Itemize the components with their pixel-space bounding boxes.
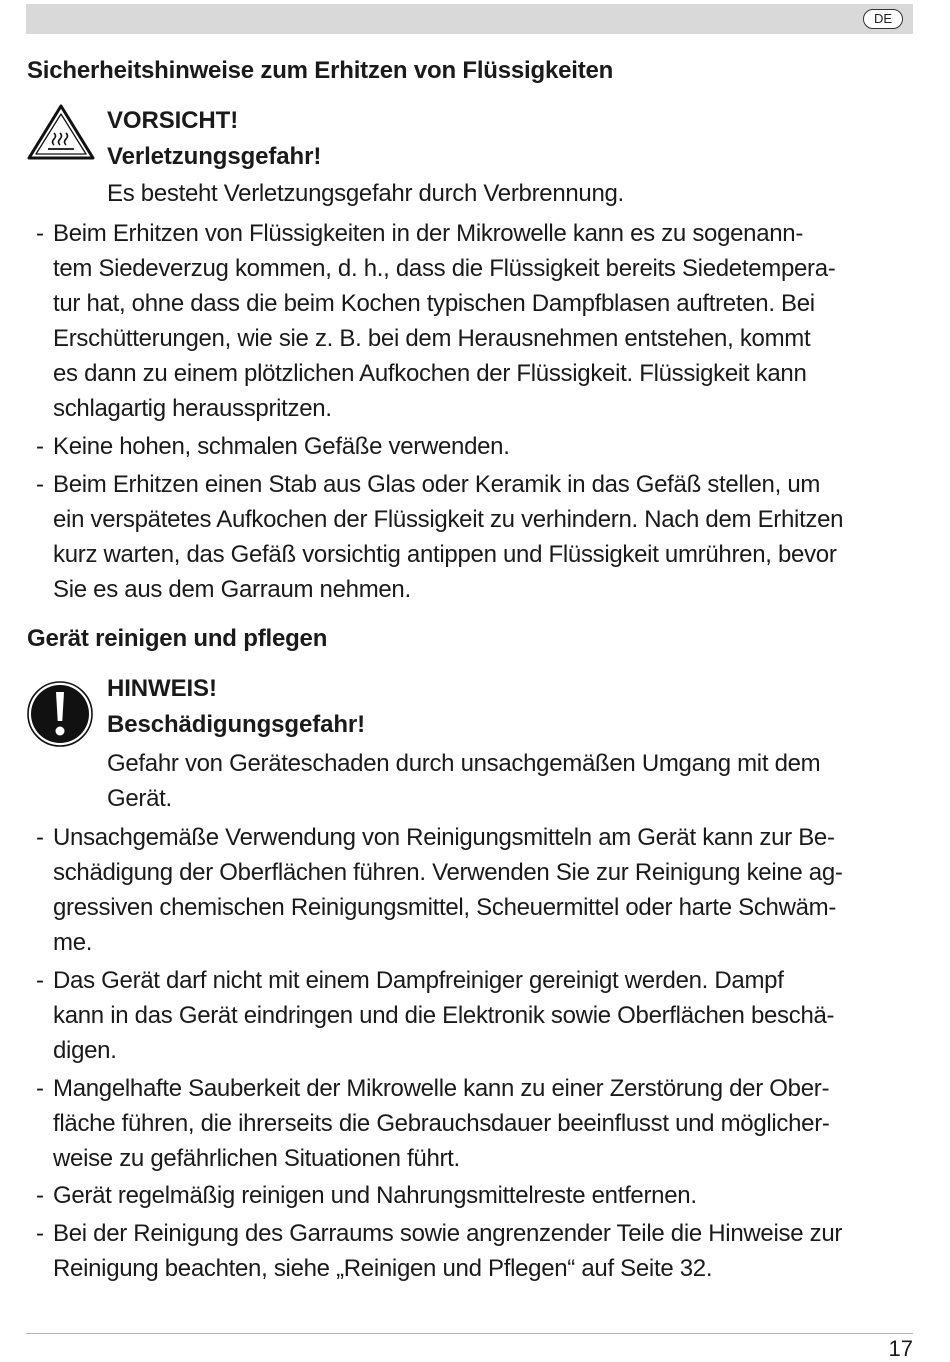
- footer-divider: [26, 1333, 913, 1334]
- list-item: - Gerät regelmäßig reinigen und Nahrungsmittelreste entfernen.: [36, 1178, 916, 1213]
- hazard-description: Es besteht Verletzungsgefahr durch Verbrennung.: [107, 180, 624, 207]
- hazard-title: Verletzungsgefahr!: [107, 143, 322, 170]
- list-item-line: kurz warten, das Gefäß vorsichtig antippen und Flüssigkeit umrühren, bevor: [53, 541, 837, 568]
- signal-word: HINWEIS!: [107, 675, 217, 702]
- list-item-line: Sie es aus dem Garraum nehmen.: [53, 576, 411, 603]
- header-bar: [26, 4, 913, 34]
- section-heading: Sicherheitshinweise zum Erhitzen von Flüssigkeiten: [27, 57, 614, 84]
- list-item-line: Beim Erhitzen von Flüssigkeiten in der Mikrowelle kann es zu sogenann-: [53, 220, 804, 247]
- list-item-line: ein verspätetes Aufkochen der Flüssigkeit zu verhindern. Nach dem Erhitzen: [53, 506, 844, 533]
- list-item-line: Bei der Reinigung des Garraums sowie angrenzender Teile die Hinweise zur: [53, 1220, 843, 1247]
- hazard-description: Gerät.: [107, 785, 172, 812]
- section-heading: Gerät reinigen und pflegen: [27, 625, 328, 652]
- list-item-line: gressiven chemischen Reinigungsmittel, Scheuermittel oder harte Schwäm-: [53, 894, 837, 921]
- list-item-line: kann in das Gerät eindringen und die Elektronik sowie Oberflächen beschä-: [53, 1002, 835, 1029]
- list-item-line: tem Siedeverzug kommen, d. h., dass die Flüssigkeit bereits Siedetempera-: [53, 255, 836, 282]
- signal-word: VORSICHT!: [107, 107, 239, 134]
- page-number: 17: [888, 1336, 913, 1361]
- list-item: - Unsachgemäße Verwendung von Reinigungsmitteln am Gerät kann zur Be- schädigung der Oberflächen führen. Verwenden Sie zur Reinigung keine ag- gressiven chemischen Reinigungsmittel, Scheuermittel oder harte Schwäm- me.: [36, 820, 916, 960]
- exclamation-notice-icon: [26, 680, 94, 748]
- list-item-line: schädigung der Oberflächen führen. Verwenden Sie zur Reinigung keine ag-: [53, 859, 843, 886]
- list-item-line: Unsachgemäße Verwendung von Reinigungsmitteln am Gerät kann zur Be-: [53, 824, 835, 851]
- list-item-line: schlagartig herausspritzen.: [53, 395, 332, 422]
- list-item-line: Das Gerät darf nicht mit einem Dampfreiniger gereinigt werden. Dampf: [53, 967, 784, 994]
- list-item: - Mangelhafte Sauberkeit der Mikrowelle kann zu einer Zerstörung der Ober- fläche führen, die ihrerseits die Gebrauchsdauer beeinflusst und möglicher- weise zu gefährlichen Situationen führt.: [36, 1071, 916, 1176]
- list-item: - Bei der Reinigung des Garraums sowie angrenzender Teile die Hinweise zur Reinigung beachten, siehe „Reinigen und Pflegen“ auf Seite 32.: [36, 1216, 916, 1286]
- list-item-line: Erschütterungen, wie sie z. B. bei dem Herausnehmen entstehen, kommt: [53, 325, 811, 352]
- list-item-line: Keine hohen, schmalen Gefäße verwenden.: [53, 433, 510, 460]
- list-item-line: digen.: [53, 1037, 117, 1064]
- list-item-line: me.: [53, 929, 93, 956]
- list-item: - Keine hohen, schmalen Gefäße verwenden.: [36, 429, 916, 464]
- language-badge: DE: [863, 9, 903, 29]
- hazard-title: Beschädigungsgefahr!: [107, 711, 366, 738]
- list-item-line: es dann zu einem plötzlichen Aufkochen der Flüssigkeit. Flüssigkeit kann: [53, 360, 807, 387]
- list-item-line: weise zu gefährlichen Situationen führt.: [53, 1145, 460, 1172]
- list-item-line: Mangelhafte Sauberkeit der Mikrowelle kann zu einer Zerstörung der Ober-: [53, 1075, 830, 1102]
- list-item-line: fläche führen, die ihrerseits die Gebrauchsdauer beeinflusst und möglicher-: [53, 1110, 830, 1137]
- list-item: - Beim Erhitzen von Flüssigkeiten in der Mikrowelle kann es zu sogenann- tem Siedeverzug kommen, d. h., dass die Flüssigkeit bereits Siedetempera- tur hat, ohne dass die beim Kochen typischen Dampfblasen auftreten. Bei Erschütterungen, wie sie z. B. bei dem Herausnehmen entstehen, kommt es dann zu einem plötzlichen Aufkochen der Flüssigkeit. Flüssigkeit kann schlagartig herausspritzen.: [36, 216, 916, 426]
- list-item-line: tur hat, ohne dass die beim Kochen typischen Dampfblasen auftreten. Bei: [53, 290, 815, 317]
- list-item-line: Beim Erhitzen einen Stab aus Glas oder Keramik in das Gefäß stellen, um: [53, 471, 821, 498]
- hot-surface-warning-icon: [26, 103, 96, 161]
- list-item-line: Gerät regelmäßig reinigen und Nahrungsmittelreste entfernen.: [53, 1182, 697, 1209]
- list-item: - Beim Erhitzen einen Stab aus Glas oder Keramik in das Gefäß stellen, um ein verspätetes Aufkochen der Flüssigkeit zu verhindern. Nach dem Erhitzen kurz warten, das Gefäß vorsichtig antippen und Flüssigkeit umrühren, bevor Sie es aus dem Garraum nehmen.: [36, 467, 916, 607]
- list-item-line: Reinigung beachten, siehe „Reinigen und Pflegen“ auf Seite 32.: [53, 1255, 713, 1282]
- hazard-description: Gefahr von Geräteschaden durch unsachgemäßen Umgang mit dem: [107, 750, 821, 777]
- list-item: - Das Gerät darf nicht mit einem Dampfreiniger gereinigt werden. Dampf kann in das Gerät eindringen und die Elektronik sowie Oberflächen beschä- digen.: [36, 963, 916, 1068]
